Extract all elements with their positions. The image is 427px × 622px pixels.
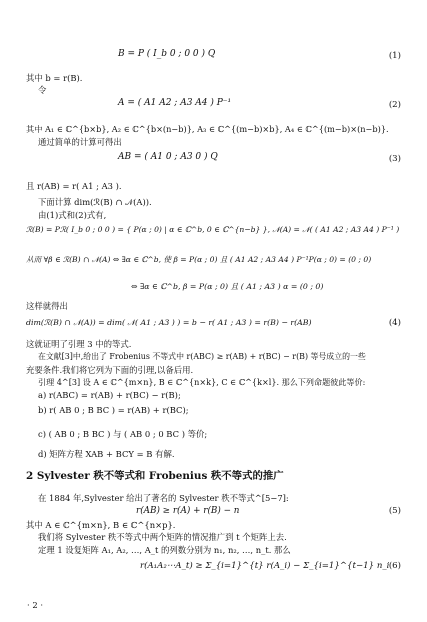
equation-number: (3) [388, 154, 401, 164]
lemma-item-a: a) r(ABC) = r(AB) + r(BC) − r(B); [38, 390, 181, 400]
paragraph-line: 其中 A₁ ∈ ℂ^{b×b}, A₂ ∈ ℂ^{b×(n−b)}, A₃ ∈ ℂ^{(m−b)×b}, A₄ ∈ ℂ^{(m−b)×(n−b)}. [26, 124, 389, 134]
equation-6: r(A₁A₂⋯A_t) ≥ Σ_{i=1}^{t} r(A_i) − Σ_{i=1}^{t−1} n_i [140, 561, 390, 571]
paragraph-line: 由(1)式和(2)式有, [38, 210, 107, 220]
lemma-item-b: b) r( AB 0 ; B BC ) = r(AB) + r(BC); [38, 405, 189, 415]
paragraph-line: 这就证明了引理 3 中的等式. [26, 339, 132, 349]
equation-equivalence: ⇔ ∃α ∈ ℂ^b, β = P(α ; 0) 且 ( A1 ; A3 ) α = (0 ; 0) [131, 282, 324, 291]
paragraph-line: 其中 b = r(B). [26, 73, 83, 83]
equation-5: r(AB) ≥ r(A) + r(B) − n [136, 506, 240, 516]
paragraph-line: 在 1884 年,Sylvester 给出了著名的 Sylvester 秩不等式^[5−7]: [38, 493, 289, 503]
equation-range: ℛ(B) = Pℛ( I_b 0 ; 0 0 ) = { P(α ; 0) | α ∈ ℂ^b, 0 ∈ ℂ^{n−b} }, 𝒩(A) = 𝒩( ( A1 A2 ; A3 A4 ) P⁻¹ ) [26, 225, 400, 234]
paragraph-line: 在文献[3]中,给出了 Frobenius 不等式中 r(ABC) ≥ r(AB) + r(BC) − r(B) 等号成立的一些 [38, 352, 366, 361]
equation-number: (1) [388, 51, 401, 61]
lemma-item-d: d) 矩阵方程 XAB + BCY = B 有解. [38, 449, 175, 459]
equation-implication: 从而 ∀β ∈ ℛ(B) ∩ 𝒩(A) ⇔ ∃α ∈ ℂ^b, 使 β = P(α ; 0) 且 ( A1 A2 ; A3 A4 ) P⁻¹P(α ; 0) = (0 ; 0) [26, 255, 372, 264]
paragraph-line: 通过简单的计算可得出 [38, 137, 122, 147]
equation-number: (6) [388, 561, 401, 571]
equation-3: AB = ( A1 0 ; A3 0 ) Q [118, 152, 218, 162]
paragraph-line: 下面计算 dim(ℛ(B) ∩ 𝒩(A)). [38, 197, 152, 207]
equation-2: A = ( A1 A2 ; A3 A4 ) P⁻¹ [118, 98, 232, 108]
theorem-1: 定理 1 设复矩阵 A₁, A₂, …, A_t 的列数分别为 n₁, n₂, …, n_t. 那么 [38, 545, 291, 555]
paragraph-line: 我们将 Sylvester 秩不等式中两个矩阵的情况推广到 t 个矩阵上去. [38, 532, 287, 542]
paragraph-line: 充要条件.我们将它列为下面的引理,以备后用. [26, 365, 194, 375]
equation-number: (2) [388, 100, 401, 110]
paragraph-line: 令 [38, 85, 47, 95]
paragraph-line: 其中 A ∈ ℂ^{m×n}, B ∈ ℂ^{n×p}. [26, 520, 176, 530]
lemma-4: 引理 4^[3] 设 A ∈ ℂ^{m×n}, B ∈ ℂ^{n×k}, C ∈ ℂ^{k×l}. 那么下列命题彼此等价: [38, 377, 366, 387]
page-number: · 2 · [27, 600, 43, 610]
equation-1: B = P ( I_b 0 ; 0 0 ) Q [118, 49, 216, 59]
equation-4: dim(ℛ(B) ∩ 𝒩(A)) = dim( 𝒩( A1 ; A3 ) ) = b − r( A1 ; A3 ) = r(B) − r(AB) [26, 318, 312, 327]
section-heading: 2 Sylvester 秩不等式和 Frobenius 秩不等式的推广 [26, 470, 284, 482]
equation-number: (4) [388, 318, 401, 328]
lemma-item-c: c) ( AB 0 ; B BC ) 与 ( AB 0 ; 0 BC ) 等价; [38, 429, 208, 439]
paragraph-line: 这样就得出 [26, 301, 68, 311]
equation-number: (5) [388, 506, 401, 516]
paragraph-line: 且 r(AB) = r( A1 ; A3 ). [26, 181, 122, 191]
